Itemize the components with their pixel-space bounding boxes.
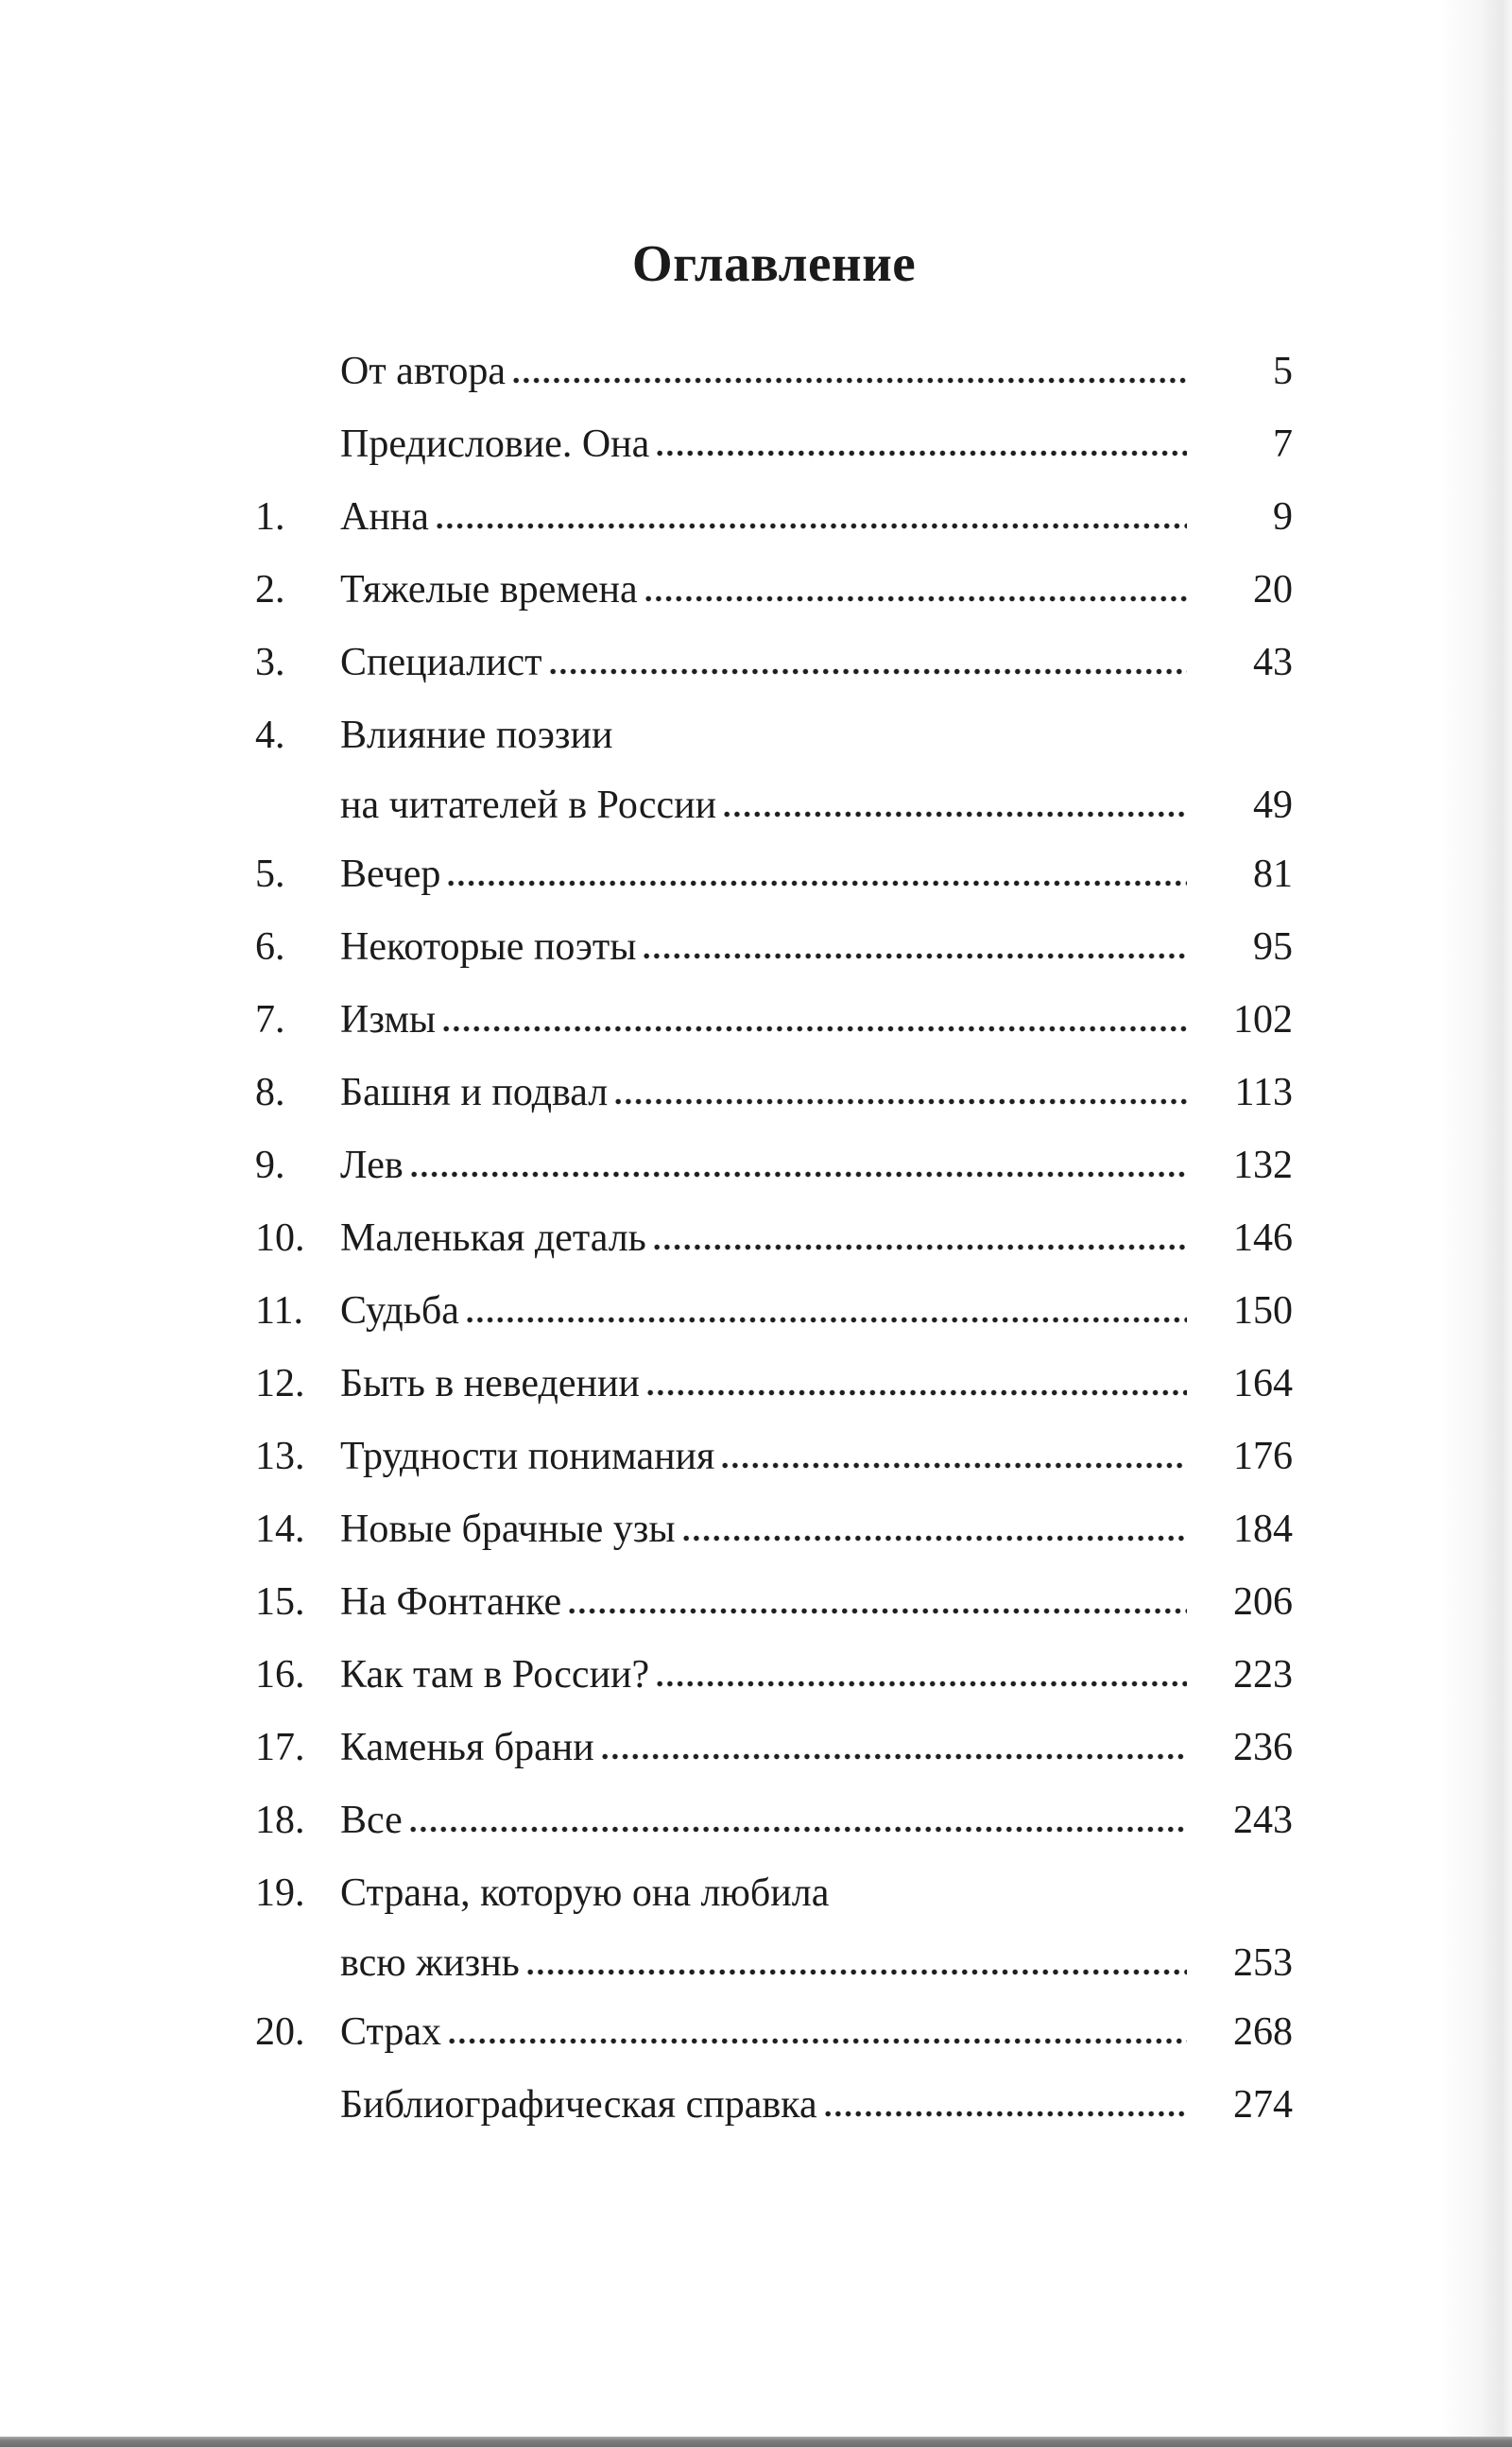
toc-entry-number: 2. [255,568,285,612]
toc-entry-number: 7. [255,998,285,1042]
toc-entry [255,554,1293,627]
toc-entry-label: Тяжелые времена [340,568,638,612]
toc-entry-page: 20 [1253,568,1293,612]
toc-entry-number: 13. [255,1435,305,1478]
dot-leader [825,2111,1187,2117]
toc-entry [255,1202,1293,1275]
toc-entry-label: Каменья брани [340,1726,594,1769]
toc-entry-page: 113 [1234,1071,1293,1114]
toc-entry [255,911,1293,984]
dot-leader [410,1826,1187,1833]
toc-entry [255,1348,1293,1421]
dot-leader [449,2038,1187,2044]
toc-entry-number: 16. [255,1653,305,1697]
toc-entry-label: Страна, которую она любила [340,1871,830,1915]
dot-leader [683,1535,1187,1542]
toc-entry [255,984,1293,1057]
toc-entry [255,2069,1293,2142]
toc-entry [255,408,1293,481]
toc-entry-label: Новые брачные узы [340,1508,676,1551]
toc-entry-number: 15. [255,1580,305,1624]
toc-entry-number: 18. [255,1799,305,1842]
toc-entry-number: 5. [255,853,285,896]
toc-entry-label: Специалист [340,641,542,684]
toc-entry-page: 9 [1273,495,1293,539]
toc-entry-label: Предисловие. Она [340,422,650,466]
dot-leader [527,1969,1187,1975]
dot-leader [569,1608,1187,1614]
toc-entry-label-continued: всю жизнь [340,1941,520,1985]
toc-entry-page: 150 [1233,1289,1293,1333]
toc-entry-number: 8. [255,1071,285,1114]
toc-entry-page: 274 [1233,2083,1293,2127]
toc-entry-number: 14. [255,1508,305,1551]
toc-entry-number: 4. [255,714,285,757]
toc-entry-label: Маленькая деталь [340,1216,646,1260]
toc-entry [255,627,1293,699]
toc-entry-number: 6. [255,925,285,969]
table-of-contents [255,336,1293,2142]
toc-entry-page: 206 [1233,1580,1293,1624]
toc-entry-page: 253 [1233,1941,1293,1985]
toc-entry-number: 12. [255,1362,305,1405]
toc-entry-label-continued: на читателей в России [340,784,717,827]
dot-leader [724,811,1187,818]
dot-leader [443,1025,1187,1032]
dot-leader [654,1244,1187,1250]
page-title: Оглавление [631,234,917,292]
toc-entry-number: 9. [255,1144,285,1187]
toc-entry [255,1129,1293,1202]
toc-entry-number: 19. [255,1871,305,1915]
dot-leader [437,523,1187,529]
dot-leader [602,1753,1187,1760]
toc-entry-label: Башня и подвал [340,1071,609,1114]
toc-entry [255,1057,1293,1129]
toc-entry [255,1712,1293,1784]
toc-entry-number: 1. [255,495,285,539]
toc-entry-page: 49 [1253,784,1293,827]
dot-leader [644,953,1187,959]
toc-entry [255,336,1293,408]
toc-entry-page: 81 [1253,853,1293,896]
dot-leader [657,450,1187,457]
dot-leader [722,1462,1187,1469]
toc-entry-label: Вечер [340,853,441,896]
dot-leader [550,668,1187,675]
toc-entry-page: 243 [1233,1799,1293,1842]
dot-leader [645,595,1187,602]
toc-entry [255,1996,1293,2069]
toc-entry [255,1784,1293,1857]
toc-entry [255,1566,1293,1639]
toc-entry-label: Как там в России? [340,1653,650,1697]
toc-entry [255,1639,1293,1712]
toc-entry-label: Измы [340,998,437,1042]
toc-entry-label: Библиографическая справка [340,2083,817,2127]
toc-entry-number: 10. [255,1216,305,1260]
toc-entry-label: На Фонтанке [340,1580,562,1624]
dot-leader [411,1171,1187,1178]
page-bottom-edge [0,2437,1512,2447]
toc-entry-number: 17. [255,1726,305,1769]
toc-entry-page: 236 [1233,1726,1293,1769]
dot-leader [448,880,1187,887]
toc-entry-page: 184 [1233,1508,1293,1551]
toc-entry-number: 3. [255,641,285,684]
toc-entry-label: Быть в неведении [340,1362,640,1405]
toc-entry-label: Трудности понимания [340,1435,715,1478]
toc-entry-label: Судьба [340,1289,459,1333]
toc-entry [255,1421,1293,1493]
toc-entry-page: 132 [1233,1144,1293,1187]
toc-entry [255,481,1293,554]
toc-entry-label: Анна [340,495,429,539]
toc-entry-label: Лев [340,1144,404,1187]
toc-entry-page: 43 [1253,641,1293,684]
dot-leader [647,1389,1187,1396]
toc-entry-label: Некоторые поэты [340,925,637,969]
toc-entry-page: 102 [1233,998,1293,1042]
toc-entry-page: 164 [1233,1362,1293,1405]
dot-leader [615,1098,1187,1105]
dot-leader [467,1317,1187,1323]
toc-entry [255,699,1293,838]
toc-entry [255,1857,1293,1996]
toc-entry-label: Влияние поэзии [340,714,613,757]
toc-entry-label: Все [340,1799,403,1842]
toc-entry-label: Страх [340,2010,441,2054]
toc-entry-page: 223 [1233,1653,1293,1697]
toc-entry-page: 7 [1273,422,1293,466]
toc-entry-page: 5 [1273,350,1293,393]
toc-entry-label: От автора [340,350,507,393]
toc-entry-page: 268 [1233,2010,1293,2054]
toc-entry [255,1493,1293,1566]
dot-leader [657,1680,1187,1687]
toc-entry [255,838,1293,911]
toc-entry-page: 95 [1253,925,1293,969]
toc-entry-number: 11. [255,1289,303,1333]
toc-entry-number: 20. [255,2010,305,2054]
dot-leader [513,377,1187,384]
toc-entry [255,1275,1293,1348]
toc-entry-page: 176 [1233,1435,1293,1478]
toc-entry-page: 146 [1233,1216,1293,1260]
